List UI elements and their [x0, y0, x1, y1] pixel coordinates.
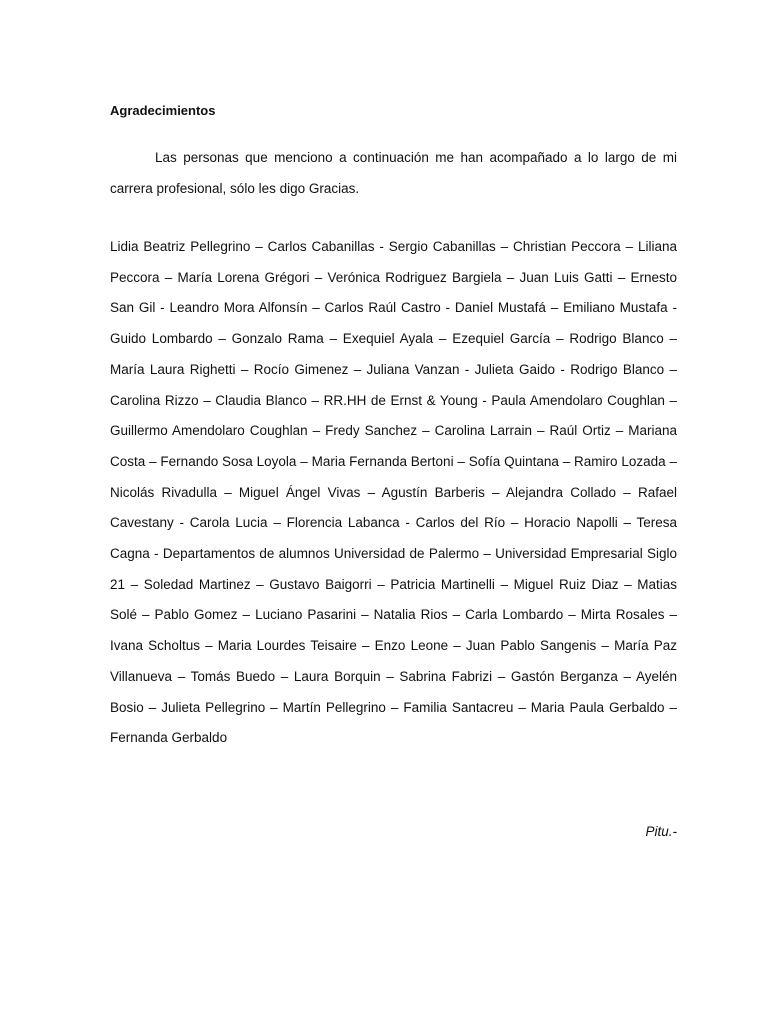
intro-paragraph: Las personas que menciono a continuación me han acompañado a lo largo de mi carrera profesional, sólo les digo Gracias.	[110, 150, 677, 196]
names-paragraph: Lidia Beatriz Pellegrino – Carlos Cabanillas - Sergio Cabanillas – Christian Peccora – Liliana Peccora – María Lorena Grégori – Verónica Rodriguez Bargiela – Juan Luis Gatti – Ernesto San Gil - Leandro Mora Alfonsín – Carlos Raúl Castro - Daniel Mustafá – Emiliano Mustafa - Guido Lombardo – Gonzalo Rama – Exequiel Ayala – Ezequiel García – Rodrigo Blanco – María Laura Righetti – Rocío Gimenez – Juliana Vanzan - Julieta Gaido - Rodrigo Blanco – Carolina Rizzo – Claudia Blanco – RR.HH de Ernst & Young - Paula Amendolaro Coughlan – Guillermo Amendolaro Coughlan – Fredy Sanchez – Carolina Larrain – Raúl Ortiz – Mariana Costa – Fernando Sosa Loyola – Maria Fernanda Bertoni – Sofía Quintana – Ramiro Lozada – Nicolás Rivadulla – Miguel Ángel Vivas – Agustín Barberis – Alejandra Collado – Rafael Cavestany - Carola Lucia – Florencia Labanca - Carlos del Río – Horacio Napolli – Teresa Cagna - Departamentos de alumnos Universidad de Palermo – Universidad Empresarial Siglo 21 – Soledad Martinez – Gustavo Baigorri – Patricia Martinelli – Miguel Ruiz Diaz – Matias Solé – Pablo Gomez – Luciano Pasarini – Natalia Rios – Carla Lombardo – Mirta Rosales – Ivana Scholtus – Maria Lourdes Teisaire – Enzo Leone – Juan Pablo Sangenis – María Paz Villanueva – Tomás Buedo – Laura Borquin – Sabrina Fabrizi – Gastón Berganza – Ayelén Bosio – Julieta Pellegrino – Martín Pellegrino – Familia Santacreu – Maria Paula Gerbaldo – Fernanda Gerbaldo	[110, 239, 677, 746]
page-title: Agradecimientos	[110, 103, 216, 118]
signature: Pitu.-	[645, 824, 677, 839]
